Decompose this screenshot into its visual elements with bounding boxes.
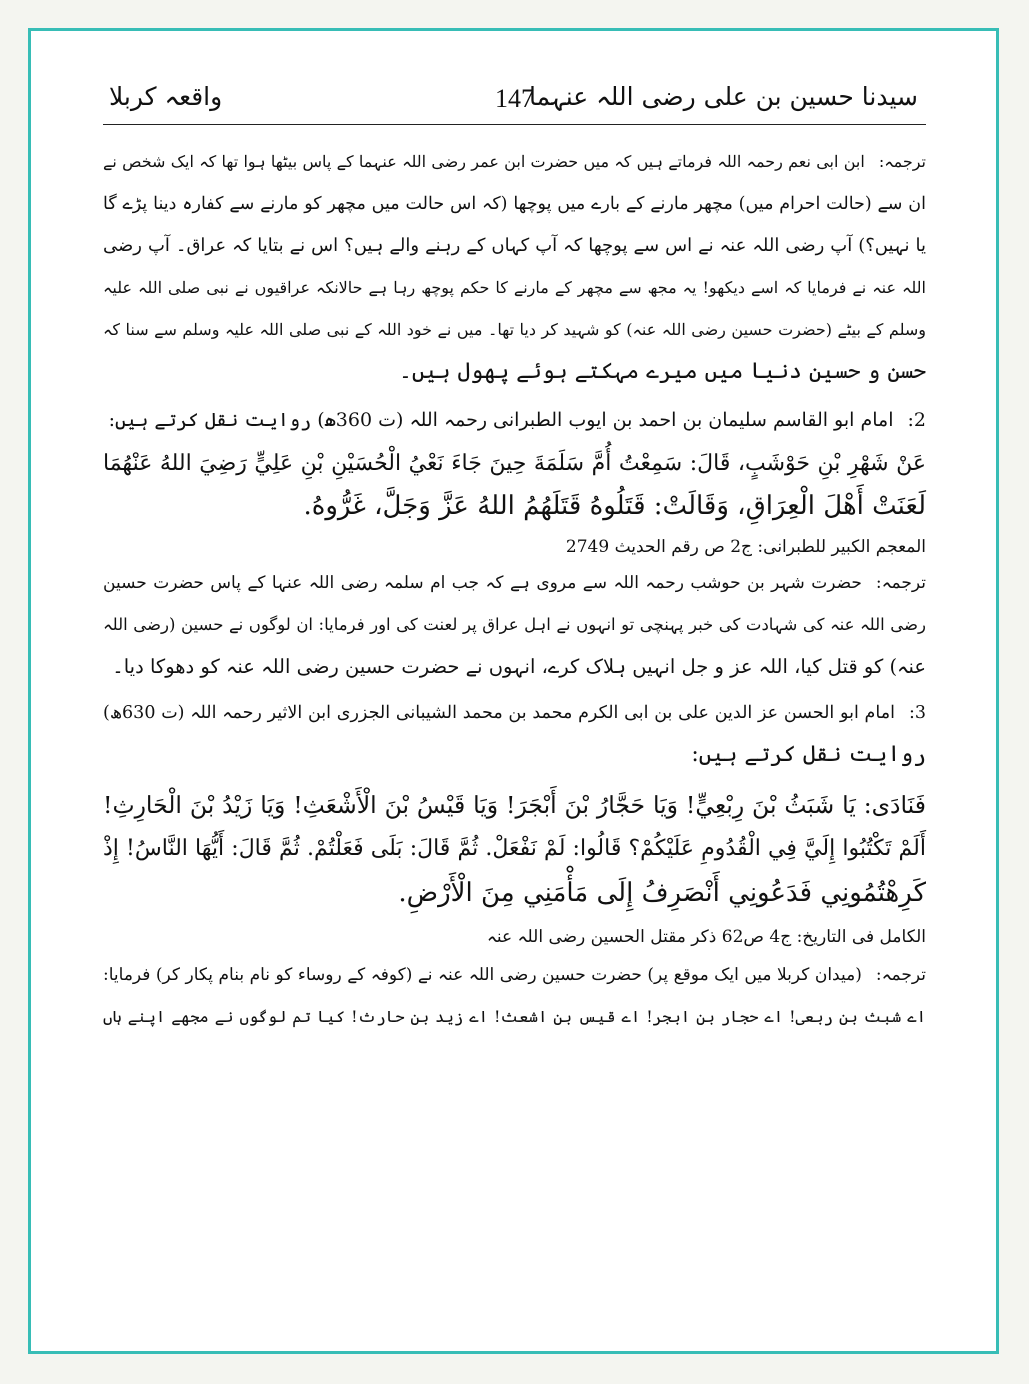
translation-label: ترجمہ:	[878, 152, 926, 171]
text-line: حسن و حسین دنیا میں میرے مہکتے ہوئے پھول ہیں۔	[398, 359, 926, 384]
reference-line: المعجم الکبیر للطبرانی: ج2 ص رقم الحدیث 2749	[565, 537, 926, 557]
narration-line: روایت نقل کرتے ہیں:	[691, 742, 926, 767]
text-line: وسلم کے بیٹے (حضرت حسین رضی اللہ عنہ) کو شہید کر دیا تھا۔ میں نے خود اللہ کے نبی صلی اللہ علیہ وسلم سے سنا کہ	[103, 320, 927, 339]
running-header	[103, 82, 926, 125]
text-line: ان سے (حالت احرام میں) مچھر مارنے کے بارے میں پوچھا (کہ اس حالت میں مچھر کو مارنے سے کفارہ دینا پڑے گا	[103, 194, 926, 214]
arabic-line: كَرِهْتُمُونِي فَدَعُونِي أَنْصَرِفُ إِلَى مَأْمَنِي مِنَ الْأَرْضِ.	[398, 878, 926, 908]
chapter-title: واقعہ کربلا	[109, 82, 223, 111]
text-line: یا نہیں؟) آپ رضی اللہ عنہ نے اس سے پوچھا کہ آپ کہاں کے رہنے والے ہیں؟ اس نے بتایا کہ عراق۔ آپ رضی	[103, 235, 926, 256]
arabic-line: فَنَادَى: يَا شَبَثُ بْنَ رِبْعِيٍّ! وَيَا حَجَّارُ بْنَ أَبْجَرَ! وَيَا قَيْسُ بْنَ الْأَشْعَثِ! وَيَا زَيْدُ بْنَ الْحَارِثِ!	[103, 791, 926, 819]
arabic-line: عَنْ شَهْرِ بْنِ حَوْشَبٍ، قَالَ: سَمِعْتُ أُمَّ سَلَمَةَ حِينَ جَاءَ نَعْيُ الْحُسَيْنِ بْنِ عَلِيٍّ رَضِيَ اللهُ عَنْهُمَا	[103, 451, 926, 476]
narration-line: 3:امام ابو الحسن عز الدین علی بن ابی الکرم محمد بن محمد الشیبانی الجزری ابن الاثیر رحمہ اللہ (ت 630ھ)	[103, 703, 926, 723]
reference-line: الکامل فی التاریخ: ج4 ص62 ذکر مقتل الحسین رضی اللہ عنہ	[486, 927, 926, 947]
text-line: رضی اللہ عنہ کی شہادت کی خبر پہنچی تو انہوں نے اہل عراق پر لعنت کی اور فرمایا: ان لوگوں نے حسین (رضی اللہ	[103, 615, 926, 634]
text-line: ترجمہ:ابن ابی نعم رحمہ اللہ فرماتے ہیں کہ میں حضرت ابن عمر رضی اللہ عنہما کے پاس بیٹھا ہوا تھا کہ ایک شخص نے	[103, 152, 926, 171]
text-line: ترجمہ:(میدان کربلا میں ایک موقع پر) حضرت حسین رضی اللہ عنہ نے (کوفہ کے روساء کو نام بنام پکار کر) فرمایا:	[103, 965, 926, 985]
arabic-line: أَلَمْ تَكْتُبُوا إِلَيَّ فِي الْقُدُومِ عَلَيْكُمْ؟ قَالُوا: لَمْ نَفْعَلْ. ثُمَّ قَالَ: بَلَى فَعَلْتُمْ. ثُمَّ قَالَ: أَيُّهَا النَّاسُ! إِذْ	[103, 836, 926, 861]
narration-line: 2:امام ابو القاسم سلیمان بن احمد بن ایوب الطبرانی رحمہ اللہ (ت 360ھ) روایت نقل کرتے ہیں:	[108, 409, 926, 431]
translation-label: ترجمہ:	[875, 573, 926, 593]
text-line: ترجمہ:حضرت شہر بن حوشب رحمہ اللہ سے مروی ہے کہ جب ام سلمہ رضی اللہ عنہا کے پاس حضرت حسین	[103, 573, 926, 593]
book-title: سیدنا حسین بن علی رضی اللہ عنہما	[528, 82, 918, 111]
page-number: 147	[495, 84, 534, 113]
narration-number: 2:	[907, 409, 926, 431]
arabic-line: لَعَنَتْ أَهْلَ الْعِرَاقِ، وَقَالَتْ: قَتَلُوهُ قَتَلَهُمُ اللهُ عَزَّ وَجَلَّ، غَرُّوهُ.	[303, 491, 926, 521]
text-line: اللہ عنہ نے فرمایا کہ اسے دیکھو! یہ مجھ سے مچھر کے مارنے کا حکم پوچھ رہا ہے حالانکہ عراقیوں نے نبی صلی اللہ علیہ	[103, 278, 926, 297]
text-line: عنہ) کو قتل کیا، اللہ عز و جل انہیں ہلاک کرے، انہوں نے حضرت حسین رضی اللہ عنہ کو دھوکا دیا۔	[112, 655, 926, 678]
text-line: اے شبث بن ربعی! اے حجار بن ابجر! اے قیس بن اشعث! اے زید بن حارث! کیا تم لوگوں نے مجھے اپنے ہاں	[103, 1007, 926, 1026]
translation-label: ترجمہ:	[875, 965, 926, 985]
narration-number: 3:	[908, 703, 926, 723]
